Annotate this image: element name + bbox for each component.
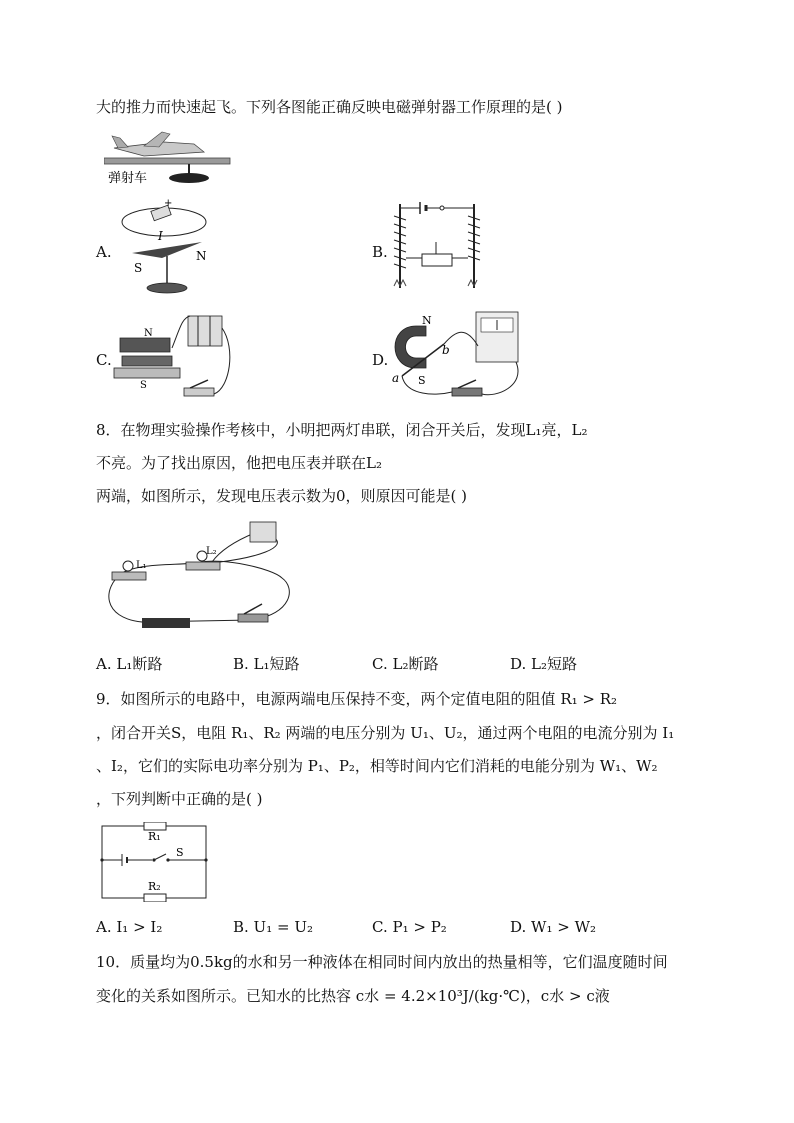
carrier-shuttle (169, 173, 209, 183)
switch-icon (154, 854, 166, 860)
q8-circuit-figure (102, 518, 302, 633)
deck-track (104, 158, 230, 164)
q8-option-d: D. L₂短路 (510, 655, 578, 673)
resistor-r1-icon (144, 822, 166, 830)
voltmeter-icon (250, 522, 276, 542)
q9-option-c: C. P₁ > P₂ (372, 918, 447, 936)
svg-text:S: S (134, 261, 143, 275)
q8-option-b: B. L₁短路 (233, 655, 300, 673)
svg-text:R₁: R₁ (148, 830, 161, 843)
svg-text:a: a (392, 371, 400, 385)
q8-option-c: C. L₂断路 (372, 655, 439, 673)
svg-text:L₁: L₁ (136, 560, 147, 571)
svg-text:S: S (176, 846, 184, 859)
q8-option-a: A. L₁断路 (96, 655, 163, 673)
q10-line-1: 10．质量均为0.5kg的水和另一种液体在相同时间内放出的热量相等，它们温度随时间 (96, 953, 668, 971)
jet-tail (112, 136, 128, 148)
resistor-r2-icon (144, 894, 166, 902)
switch-icon (184, 388, 214, 396)
lamp-l2-base (186, 562, 220, 570)
magnetic-needle (132, 242, 202, 258)
q9-circuit-figure (100, 822, 210, 902)
rheostat-icon (422, 254, 452, 266)
switch-icon (452, 388, 482, 396)
q9-line-2: ，闭合开关S，电阻 R₁、R₂ 两端的电压分别为 U₁、U₂，通过两个电阻的电流分别为 I₁ (96, 724, 675, 742)
q7-figure-d-induction (386, 306, 536, 406)
svg-text:N: N (144, 328, 153, 339)
switch-icon (238, 614, 268, 622)
q9-line-1: 9．如图所示的电路中，电源两端电压保持不变，两个定值电阻的阻值 R₁ > R₂ (96, 690, 618, 708)
q7-figure-b-electromagnets (386, 198, 496, 298)
svg-text:I: I (158, 229, 163, 243)
svg-text:L₂: L₂ (206, 546, 217, 557)
lamp-l1-icon (123, 561, 133, 571)
q9-line-4: ，下列判断中正确的是( ) (96, 790, 263, 808)
svg-text:b: b (442, 343, 450, 357)
q7-option-d-label: D. (372, 351, 389, 369)
q7-figure-c-generator (110, 308, 240, 403)
magnet-icon (120, 338, 170, 352)
q9-option-a: A. I₁ > I₂ (96, 918, 163, 936)
lamp-l1-base (112, 572, 146, 580)
q7-stem-tail: 大的推力而快速起飞。下列各图能正确反映电磁弹射器工作原理的是( ) (96, 98, 563, 116)
battery-pack-icon (188, 316, 222, 346)
q8-line-2: 不亮。为了找出原因，他把电压表并联在L₂ (96, 454, 382, 472)
catapult-figure (104, 130, 234, 190)
svg-text:N: N (422, 314, 432, 327)
q8-line-1: 8．在物理实验操作考核中，小明把两灯串联，闭合开关后，发现L₁亮，L₂ (96, 421, 588, 439)
q9-option-d: D. W₁ > W₂ (510, 918, 596, 936)
svg-text:S: S (140, 380, 147, 391)
q7-option-a-label: A. (96, 243, 112, 261)
q7-option-c-label: C. (96, 351, 112, 369)
svg-text:+: + (164, 198, 173, 209)
battery-icon (142, 618, 190, 628)
q7-figure-a-motor (112, 198, 222, 298)
q10-line-2: 变化的关系如图所示。已知水的比热容 c水 = 4.2×10³J/(kg·℃)，c水 > c液 (96, 987, 610, 1005)
q9-option-b: B. U₁ = U₂ (233, 918, 313, 936)
q7-option-b-label: B. (372, 243, 388, 261)
svg-text:S: S (418, 374, 426, 387)
svg-text:N: N (196, 249, 207, 263)
q8-line-3: 两端，如图所示，发现电压表示数为0，则原因可能是( ) (96, 487, 468, 505)
needle-stand (147, 283, 187, 293)
carrier-label: 弹射车 (108, 171, 148, 186)
svg-text:R₂: R₂ (148, 880, 161, 893)
q9-line-3: 、I₂，它们的实际电功率分别为 P₁、P₂，相等时间内它们消耗的电能分别为 W₁、W₂ (96, 757, 658, 775)
